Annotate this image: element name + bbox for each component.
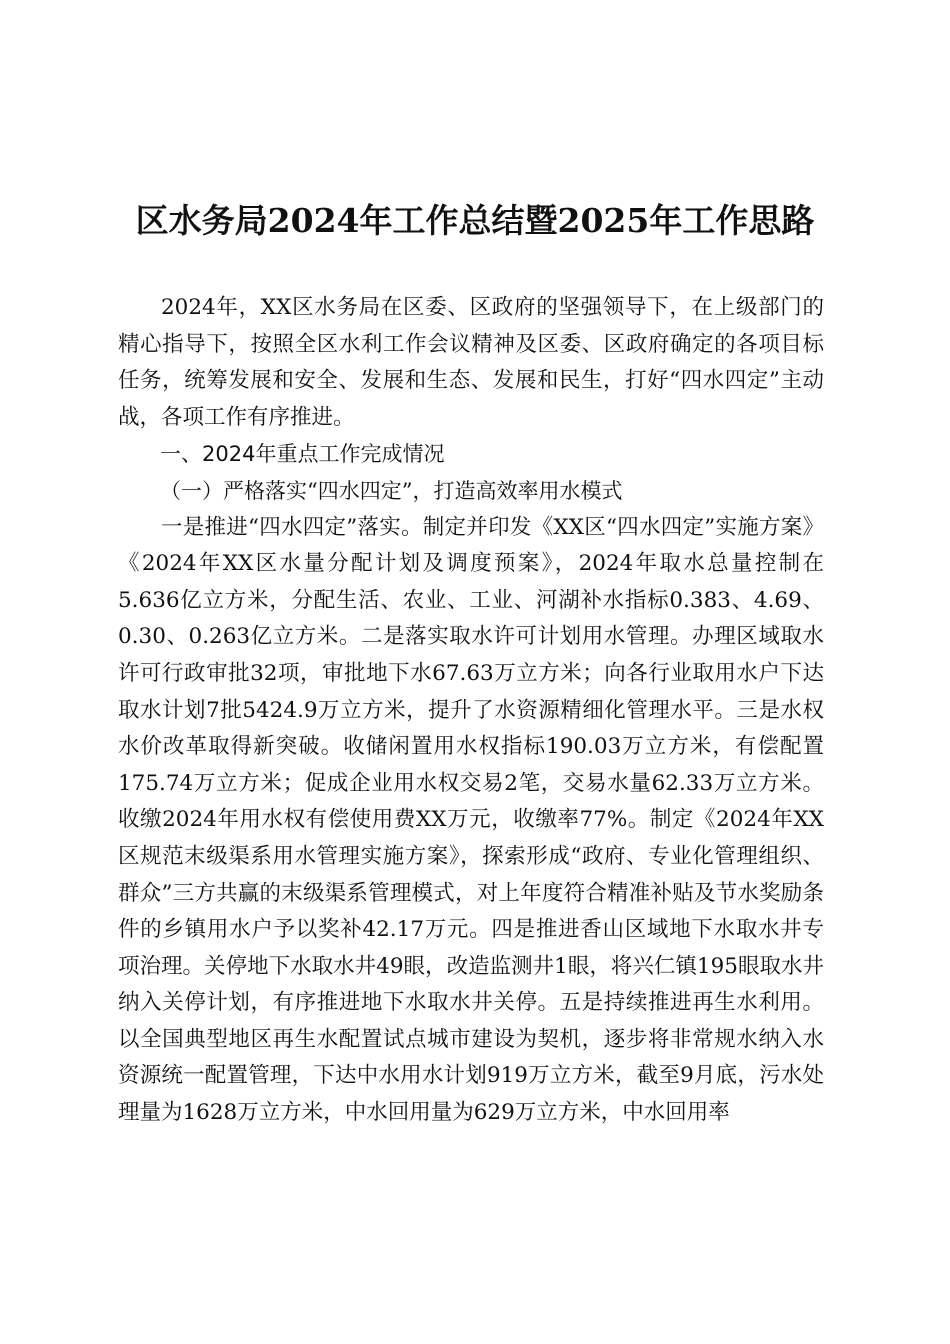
section-heading: 一、2024年重点工作完成情况 xyxy=(160,442,445,467)
subsection-heading: （一）严格落实“四水四定”，打造高效率用水模式 xyxy=(160,478,623,503)
intro-paragraph: 2024年，XX区水务局在区委、区政府的坚强领导下，在上级部门的精心指导下，按照全区水利工作会议精神及区委、区政府确定的各项目标任务，统筹发展和安全、发展和生态、发展和民生，打好“四水四定”主动战，各项工作有序推进。 xyxy=(118,295,824,430)
subsection-paragraph: 一是推进“四水四定”落实。制定并印发《XX区“四水四定”实施方案》《2024年XX区水量分配计划及调度预案》，2024年取水总量控制在5.636亿立方米，分配生活、农业、工业、河湖补水指标0.383、4.69、0.30、0.263亿立方米。二是落实取水许可计划用水管理。办理区域取水许可行政审批32项，审批地下水67.63万立方米；向各行业取用水户下达取水计划7批5424.9万立方米，提升了水资源精细化管理水平。三是水权水价改革取得新突破。收储闲置用水权指标190.03万立方米，有偿配置175.74万立方米；促成企业用水权交易2笔，交易水量62.33万立方米。收缴2024年用水权有偿使用费XX万元，收缴率77%。制定《2024年XX区规范末级渠系用水管理实施方案》，探索形成“政府、专业化管理组织、群众”三方共赢的末级渠系管理模式，对上年度符合精准补贴及节水奖励条件的乡镇用水户予以奖补42.17万元。四是推进香山区域地下水取水井专项治理。关停地下水取水井49眼，改造监测井1眼，将兴仁镇195眼取水井纳入关停计划，有序推进地下水取水井关停。五是持续推进再生水利用。以全国典型地区再生水配置试点城市建设为契机，逐步将非常规水纳入水资源统一配置管理，下达中水用水计划919万立方米，截至9月底，污水处理量为1628万立方米，中水回用量为629万立方米，中水回用率 xyxy=(118,514,824,1126)
document-title: 区水务局2024年工作总结暨2025年工作思路 xyxy=(135,201,815,240)
document-body xyxy=(118,290,824,1132)
